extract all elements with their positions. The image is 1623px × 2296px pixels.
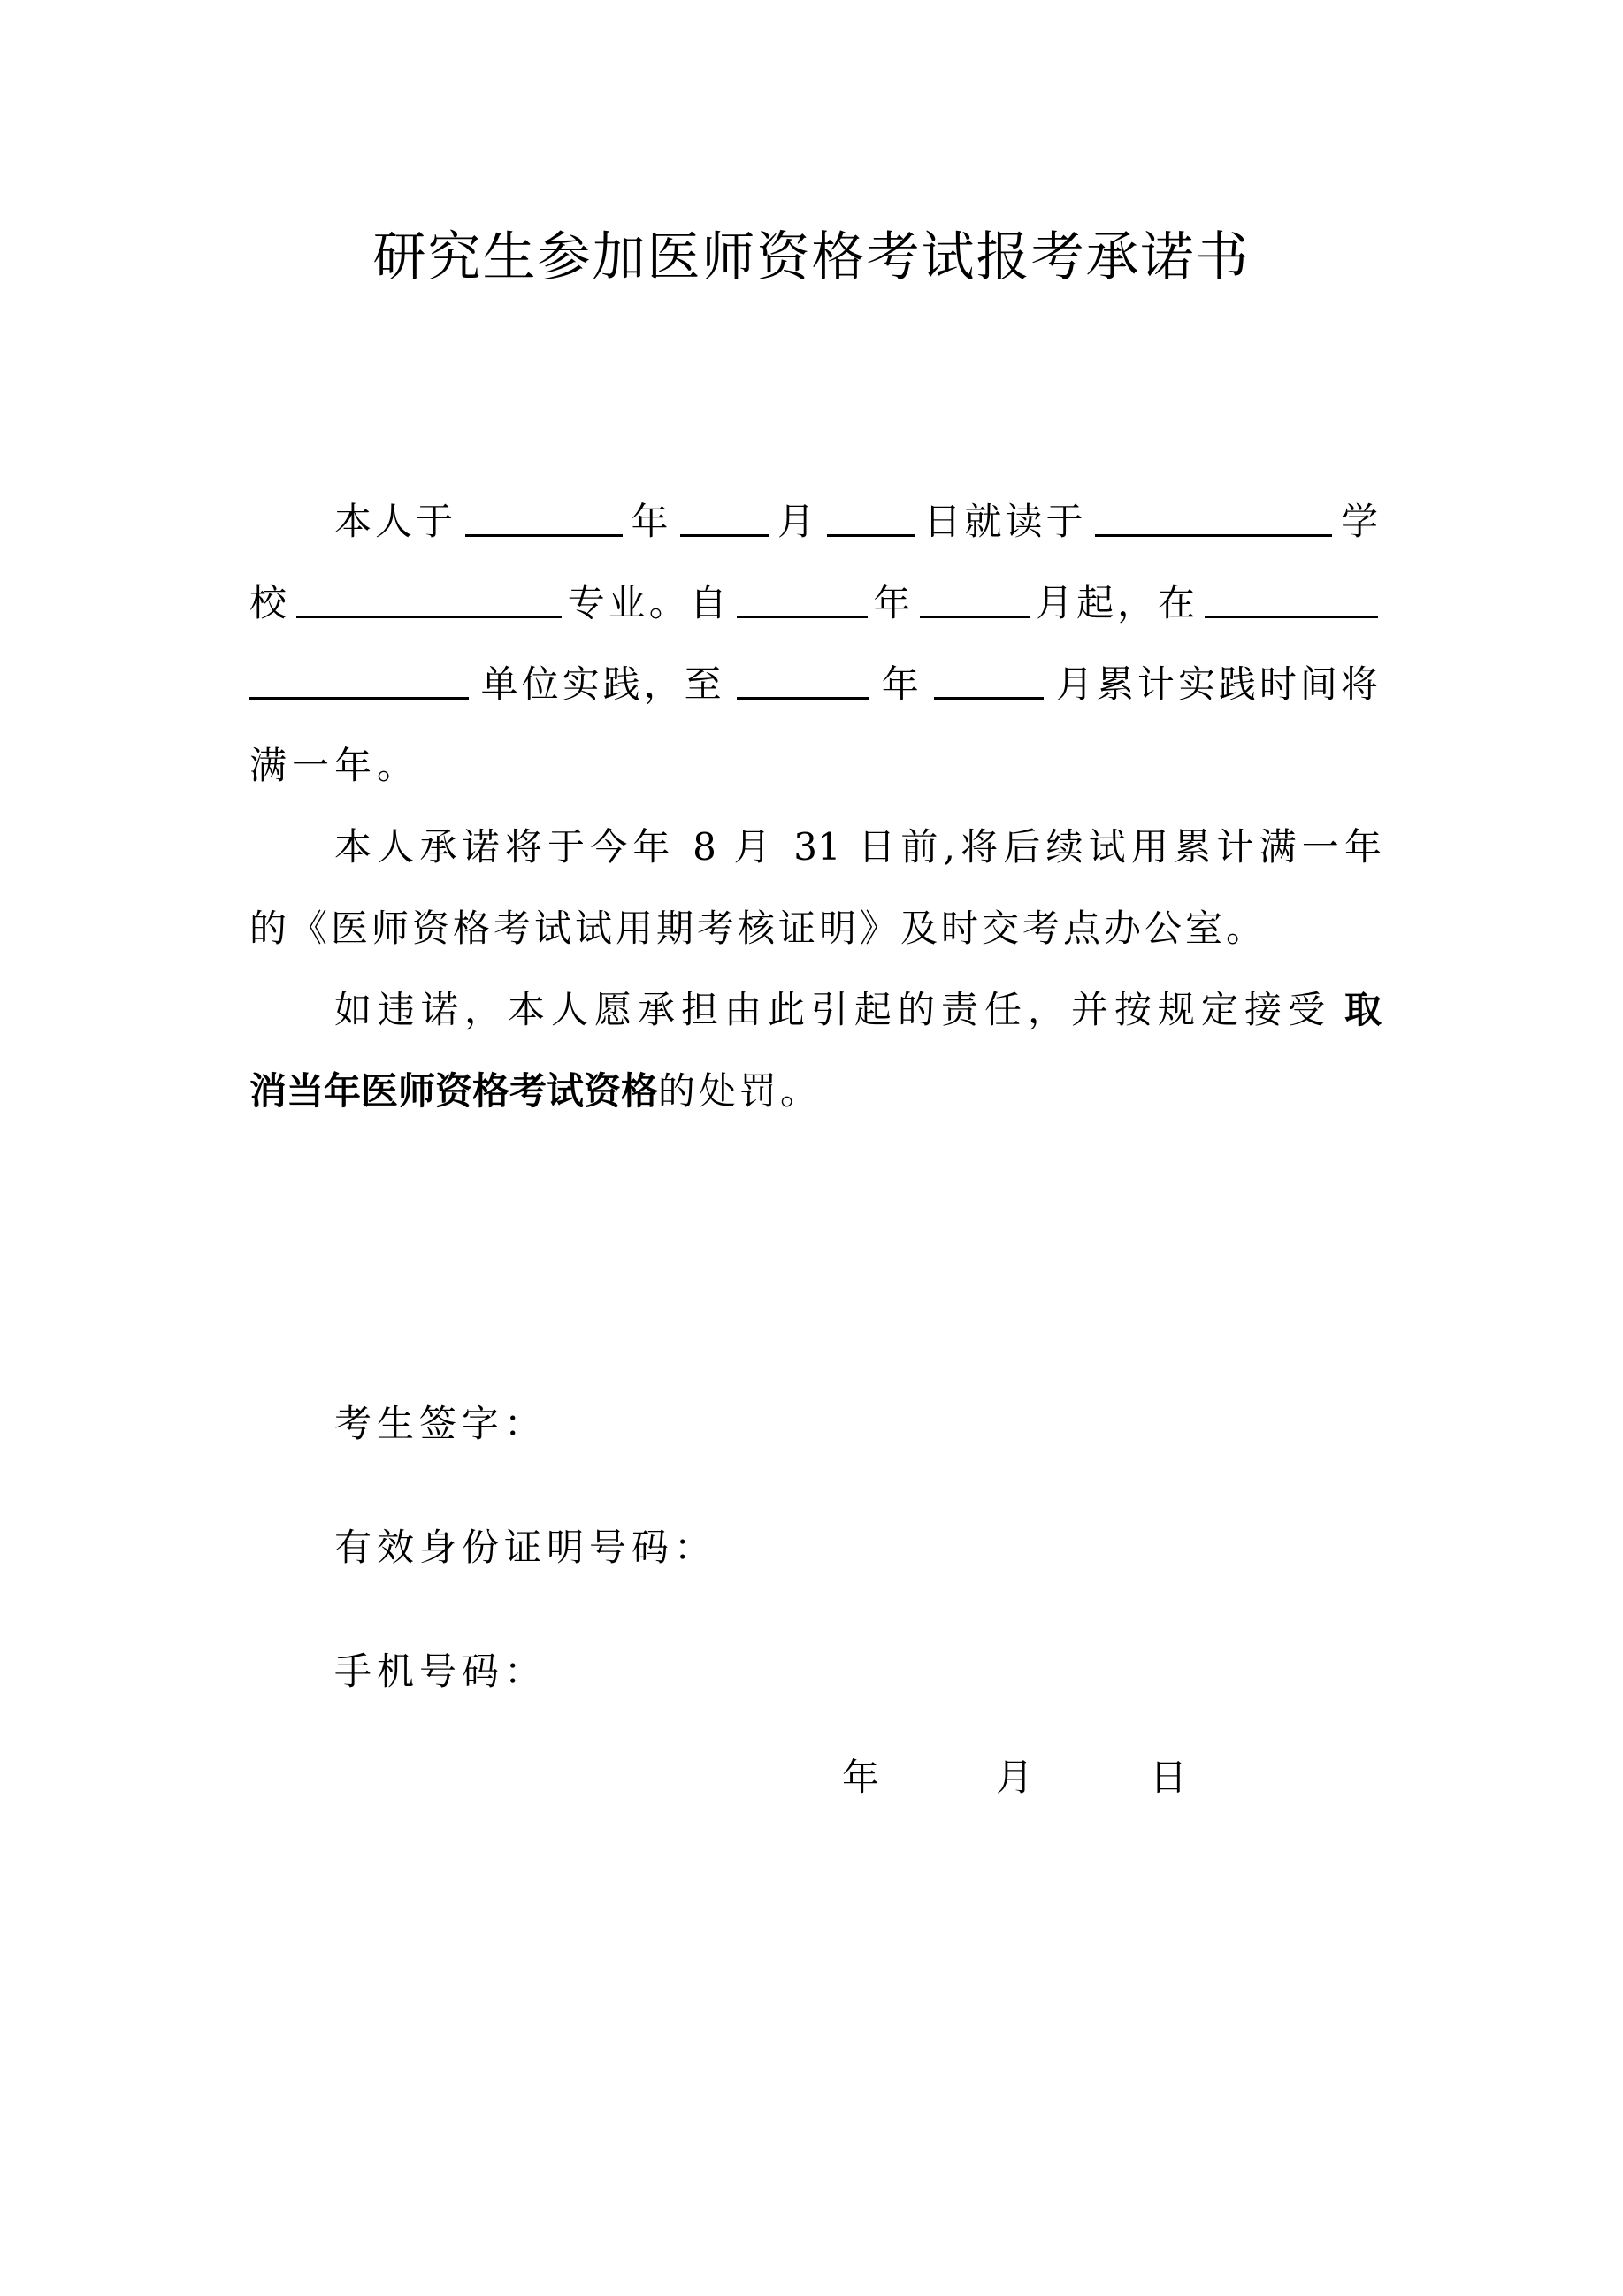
text: 年 — [631, 500, 672, 543]
para2-line1: 本人承诺将于今年 8 月 31 日前,将后续试用累计满一年 — [334, 825, 1382, 869]
blank-start-year — [737, 577, 868, 618]
date-day: 日 — [1150, 1756, 1188, 1799]
para1-line4: 满一年。 — [249, 744, 420, 787]
blank-major — [296, 577, 562, 618]
para2-line2: 的《医师资格考试试用期考核证明》及时交考点办公室。 — [249, 907, 1267, 950]
text: 月 — [777, 500, 818, 543]
text: 专业。自 — [567, 581, 731, 624]
blank-school — [1095, 495, 1332, 537]
blank-end-month — [934, 658, 1044, 700]
para1-line1 — [334, 495, 1382, 548]
page-title: 研究生参加医师资格考试报考承诺书 — [372, 226, 1251, 288]
para1-line2 — [249, 577, 1382, 630]
text: 单位实践，至 — [480, 662, 725, 706]
blank-year — [465, 495, 623, 537]
text: 如违诺，本人愿承担由此引起的责任，并按规定接受 — [334, 988, 1332, 1031]
blank-end-year — [737, 658, 869, 700]
text: 本人于 — [334, 500, 457, 543]
blank-month — [680, 495, 769, 537]
phone-label: 手机号码： — [334, 1649, 547, 1693]
blank-unit-a — [1205, 577, 1378, 618]
date-year: 年 — [842, 1756, 880, 1799]
id-number-label: 有效身份证明号码： — [334, 1526, 717, 1569]
text: 月起，在 — [1036, 581, 1199, 624]
candidate-signature-label: 考生签字： — [334, 1402, 547, 1445]
para1-line3 — [249, 658, 1382, 711]
date-month: 月 — [996, 1756, 1034, 1799]
text: 校 — [249, 581, 291, 624]
bold-text: 消当年医师资格考试资格 — [249, 1069, 659, 1113]
text: 的处罚。 — [658, 1069, 822, 1113]
blank-start-month — [920, 577, 1030, 618]
para3-line2 — [249, 1065, 1382, 1118]
text: 日就读于 — [923, 500, 1087, 543]
text: 年 — [881, 662, 923, 706]
para3-line1 — [334, 983, 1382, 1037]
blank-day — [827, 495, 915, 537]
text: 年 — [873, 581, 915, 624]
text: 月累计实践时间将 — [1055, 662, 1382, 706]
text: 学 — [1340, 500, 1382, 543]
blank-unit-b — [249, 658, 469, 700]
bold-text: 取 — [1344, 988, 1382, 1031]
